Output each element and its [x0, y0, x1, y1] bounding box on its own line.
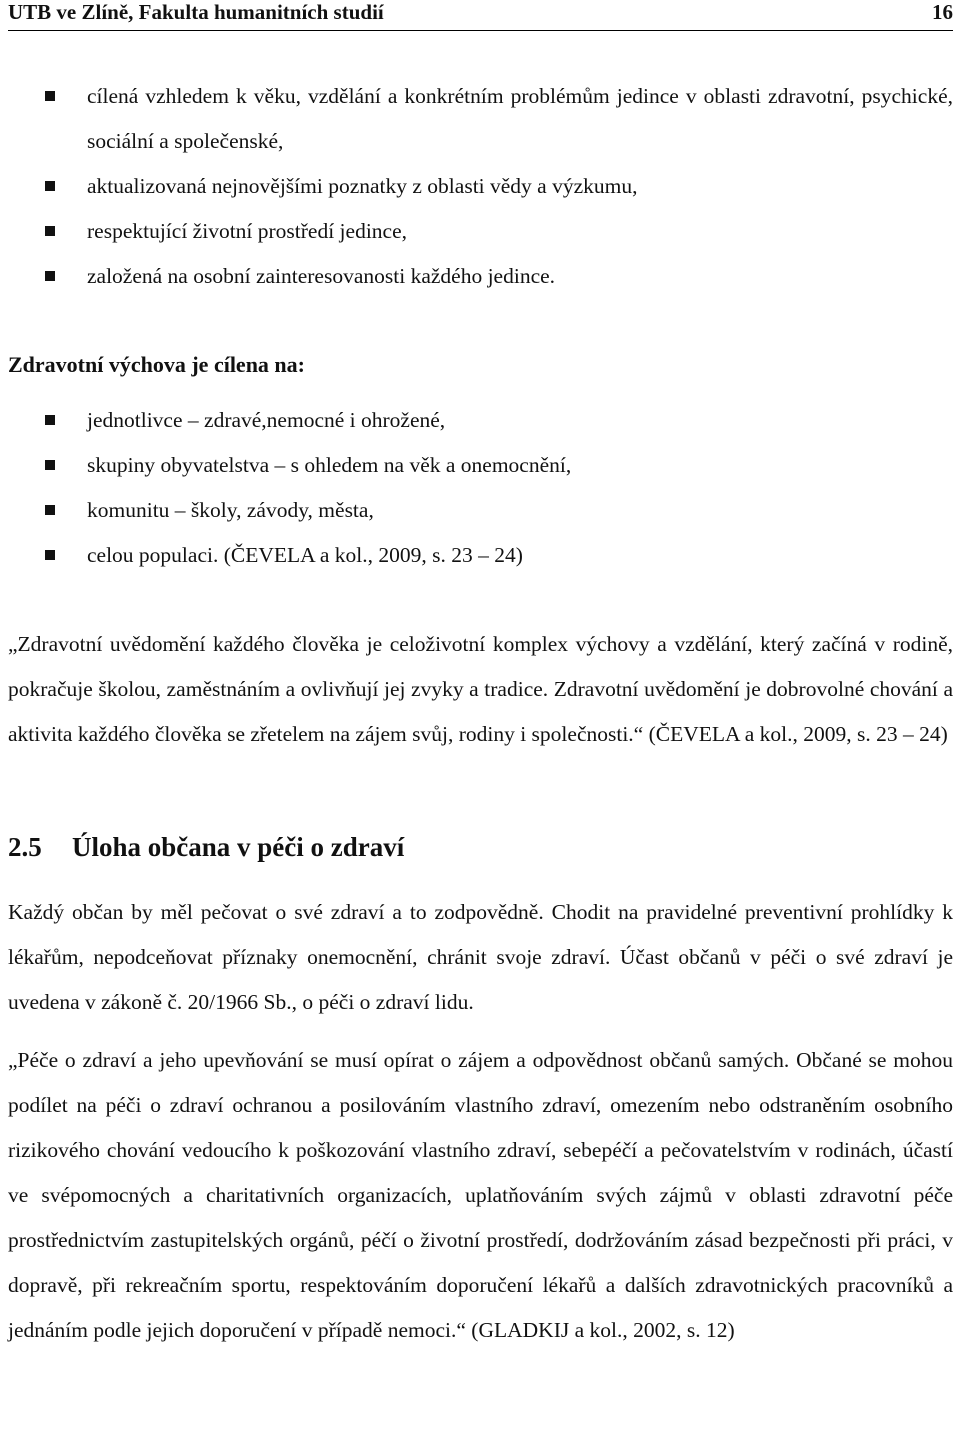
list-item-text: respektující životní prostředí jedince, — [87, 219, 408, 243]
section-heading — [8, 832, 404, 863]
body-paragraph: Každý občan by měl pečovat o své zdraví a to zodpovědně. Chodit na pravidelné preventivní prohlídky k lékařům, nepodceňovat příznaky onemocnění, chránit svoje zdraví. Účast občanů v péči o své zdraví je uvedena v zákoně č. 20/1966 Sb., o péči o zdraví lidu. — [8, 900, 953, 1014]
square-bullet-icon — [45, 226, 55, 236]
running-header — [8, 0, 953, 31]
list-item-text: jednotlivce – zdravé,nemocné i ohrožené, — [87, 408, 446, 432]
square-bullet-icon — [45, 550, 55, 560]
list-item-text: komunitu – školy, závody, města, — [87, 498, 374, 522]
square-bullet-icon — [45, 415, 55, 425]
list-item-text: založená na osobní zainteresovanosti každého jedince. — [87, 264, 556, 288]
quote-paragraph-1: „Zdravotní uvědomění každého člověka je celoživotní komplex výchovy a vzdělání, který začíná v rodině, pokračuje školou, zaměstnáním a ovlivňují jej zvyky a tradice. Zdravotní uvědomění je dobrovolné chování a aktivita každého člověka se zřetelem na zájem svůj, rodiny i společnosti.“ (ČEVELA a kol., 2009, s. 23 – 24) — [8, 632, 953, 746]
header-title: UTB ve Zlíně, Fakulta humanitních studií — [8, 0, 384, 24]
list-heading: Zdravotní výchova je cílena na: — [8, 352, 305, 377]
list-item-text: skupiny obyvatelstva – s ohledem na věk a onemocnění, — [87, 453, 572, 477]
list-item-text: celou populaci. (ČEVELA a kol., 2009, s. 23 – 24) — [87, 543, 523, 567]
square-bullet-icon — [45, 91, 55, 101]
square-bullet-icon — [45, 271, 55, 281]
section-title-text: Úloha občana v péči o zdraví — [72, 832, 405, 862]
square-bullet-icon — [45, 505, 55, 515]
page-number: 16 — [932, 0, 953, 24]
list-item-text: cílená vzhledem k věku, vzdělání a konkrétním problémům jedince v oblasti zdravotní, psychické, sociální a společenské, — [87, 84, 953, 153]
square-bullet-icon — [45, 460, 55, 470]
section-number: 2.5 — [8, 832, 42, 862]
square-bullet-icon — [45, 181, 55, 191]
quote-paragraph-2: „Péče o zdraví a jeho upevňování se musí opírat o zájem a odpovědnost občanů samých. Občané se mohou podílet na péči o zdraví ochranou a posilováním vlastního zdraví, omezením nebo odstraněním osobního rizikového chování vedoucího k poškozování vlastního zdraví, sebepéčí a pečovatelstvím v rodinách, účastí ve svépomocných a charitativních organizacích, uplatňováním svých zájmů v oblasti zdravotní péče prostřednictvím zastupitelských orgánů, péčí o životní prostředí, dodržováním zásad bezpečnosti při práci, v dopravě, při rekreačním sportu, respektováním doporučení lékařů a dalších zdravotnických pracovníků a jednáním podle jejich doporučení v případě nemoci.“ (GLADKIJ a kol., 2002, s. 12) — [8, 1048, 953, 1342]
list-item-text: aktualizovaná nejnovějšími poznatky z oblasti vědy a výzkumu, — [87, 174, 638, 198]
